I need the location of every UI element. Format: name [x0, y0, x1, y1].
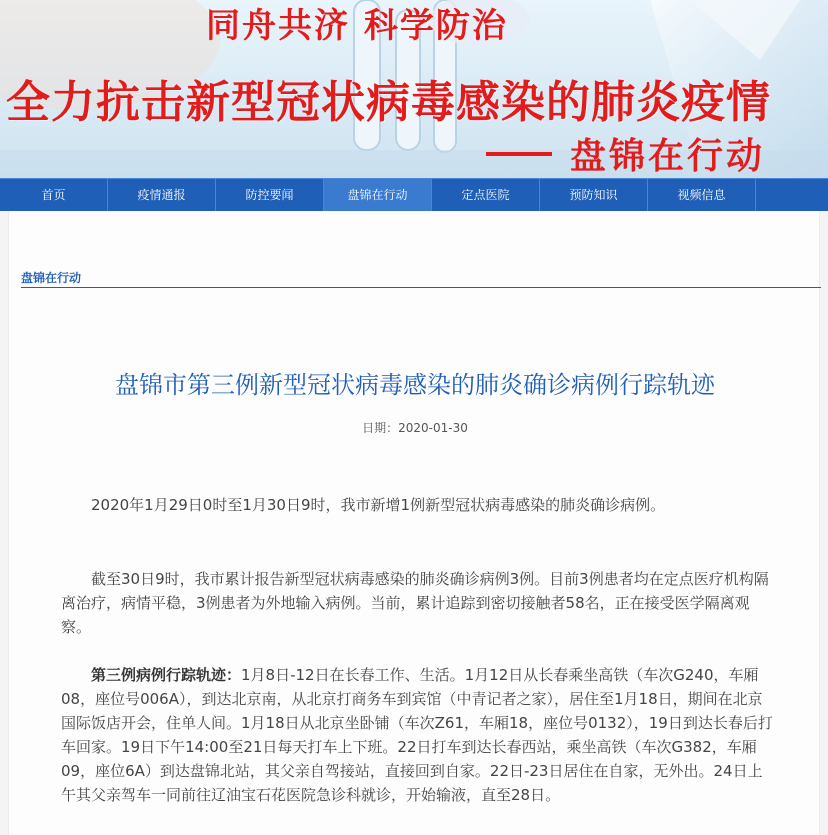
nav-item-home[interactable]: 首页	[0, 179, 108, 212]
article-paragraph-2-text: 截至30日9时，我市累计报告新型冠状病毒感染的肺炎确诊病例3例。目前3例患者均在定点医疗机构隔离治疗，病情平稳，3例患者为外地输入病例。当前，累计追踪到密切接触者58名，正在接受医学隔离观察。	[61, 570, 769, 636]
article-date	[9, 419, 821, 436]
content-area	[0, 211, 828, 835]
article-title: 盘锦市第三例新型冠状病毒感染的肺炎确诊病例行踪轨迹	[115, 371, 715, 399]
banner-slogan-main: 全力抗击新型冠状病毒感染的肺炎疫情	[6, 77, 771, 128]
nav-item-prevention-knowledge[interactable]: 预防知识	[540, 179, 648, 212]
dash-decoration	[486, 152, 552, 156]
banner-slogan-top: 同舟共济 科学防治	[206, 6, 508, 46]
banner-slogan-action	[486, 128, 765, 178]
article-date-label: 日期：	[362, 421, 399, 435]
article-paragraph-2	[61, 567, 777, 639]
article-date-value: 2020-01-30	[398, 421, 468, 435]
article-paragraph-1-text: 2020年1月29日0时至1月30日9时，我市新增1例新型冠状病毒感染的肺炎确诊病例。	[91, 496, 666, 514]
article-paragraph-1	[61, 493, 777, 517]
article-paragraph-3-lead: 第三例病例行踪轨迹：	[91, 666, 242, 684]
nav-item-panjin-in-action[interactable]: 盘锦在行动	[324, 179, 432, 212]
banner-slogan-action-text: 盘锦在行动	[570, 136, 766, 177]
article-paragraph-3	[61, 663, 777, 807]
breadcrumb-divider	[21, 287, 821, 288]
article-panel	[8, 211, 820, 835]
main-navigation	[0, 178, 828, 211]
breadcrumb[interactable]: 盘锦在行动	[21, 271, 82, 285]
header-banner	[0, 0, 828, 178]
article-paragraph-3-text	[61, 663, 777, 807]
nav-item-video-info[interactable]: 视频信息	[648, 179, 756, 212]
article-paragraph-3-body: 1月8日-12日在长春工作、生活。1月12日从长春乘坐高铁（车次G240，车厢08，座位号006A），到达北京南，从北京打商务车到宾馆（中青记者之家），居住至1月18日，期间在北京国际饭店开会，住单人间。1月18日从北京坐卧铺（车次Z61，车厢18，座位号0132），19日到达长春后打车回家。19日下午14:00至21日每天打车上下班。22日打车到达长春西站，乘坐高铁（车次G382，车厢09，座位6A）到达盘锦北站，其父亲自驾接站，直接回到自家。22日-23日居住在自家，无外出。24日上午其父亲驾车一同前往辽油宝石花医院急诊科就诊，开始输液，直至28日。	[61, 666, 773, 804]
nav-item-prevention-news[interactable]: 防控要闻	[216, 179, 324, 212]
nav-item-designated-hospitals[interactable]: 定点医院	[432, 179, 540, 212]
nav-item-epidemic-report[interactable]: 疫情通报	[108, 179, 216, 212]
